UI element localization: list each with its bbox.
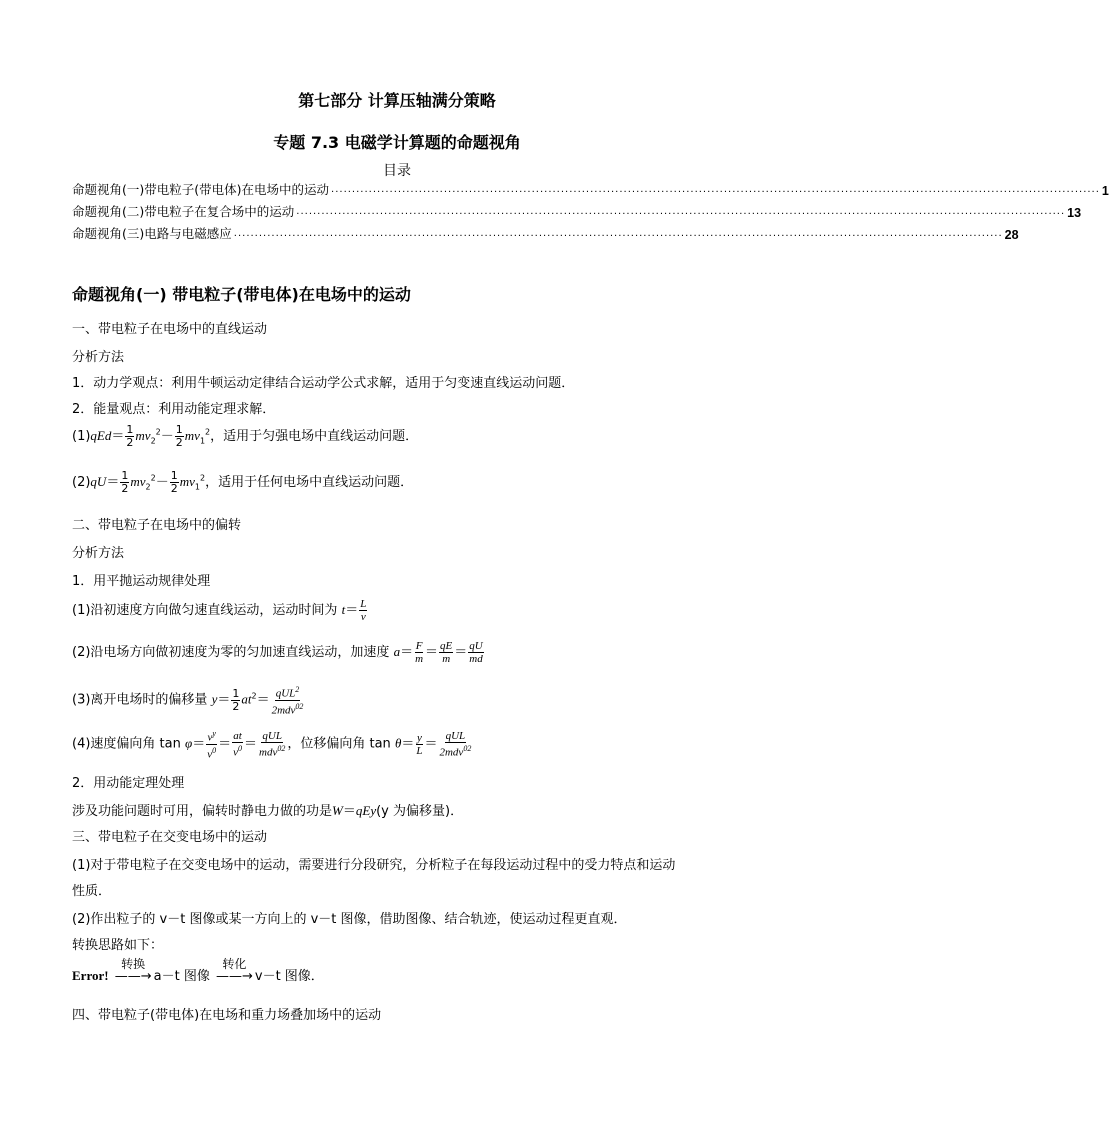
toc-dot-leader: ........................................................................................................................................................................................	[296, 206, 1066, 217]
subsection-heading: 四、带电粒子(带电体)在电场和重力场叠加场中的运动	[72, 1008, 382, 1023]
formula-text: ，位移偏向角 tan	[287, 736, 391, 752]
subsection-heading: 三、带电粒子在交变电场中的运动	[72, 830, 268, 845]
paragraph-text: (y 为偏移量)．	[376, 804, 464, 819]
error-text: Error!	[72, 968, 109, 983]
toc-item[interactable]	[72, 224, 1019, 242]
paragraph: 转换思路如下：	[72, 938, 164, 953]
formula-line: (1)qEd＝ $\frac{1}{2}$ $mv_2^2-$ $\frac{1}{2}$ $mv_1^2$，适用于匀强电场中直线运动问题．	[72, 423, 419, 449]
paragraph-text: 涉及功能问题时可用，偏转时静电力做的功是	[72, 804, 333, 819]
topic-title: 专题 7.3 电磁学计算题的命题视角	[273, 133, 521, 152]
toc-item-label: 命题视角(一)	[72, 182, 145, 197]
paragraph: 2．用动能定理处理	[72, 776, 185, 791]
part-title: 第七部分 计算压轴满分策略	[298, 91, 496, 110]
formula-line: (2)沿电场方向做初速度为零的匀加速直线运动，加速度 a＝ $\frac{F}{m}$ ＝ $\frac{qE}{m}$ ＝ $\frac{qU}{md}$	[72, 640, 483, 665]
arrow-target: a－t 图像	[153, 969, 210, 984]
formula-note: ，适用于任何电场中直线运动问题．	[205, 475, 414, 490]
paragraph: (2)作出粒子的 v－t 图像或某一方向上的 v－t 图像，借助图像、结合轨迹，使运动过程更直观．	[72, 912, 627, 927]
toc-item-text: 带电粒子在复合场中的运动	[144, 204, 295, 219]
formula-line: (4)速度偏向角 tan φ＝ $\frac{v^y}{v^0}$ ＝ $\frac{at}{v^0}$ ＝ $\frac{\text{qUL}}{mdv^{02}}$ ，位移偏向角 tan θ＝ $\frac{y}{L}$ ＝ $\frac{\text{qUL}}{2mdv^{02}}$	[72, 729, 472, 761]
toc-heading: 目录	[383, 163, 411, 179]
toc-item[interactable]	[72, 202, 1082, 220]
formula-prefix: (2)	[72, 475, 91, 490]
paragraph: 性质．	[72, 884, 112, 899]
formula-text: (3)离开电场时的偏移量	[72, 692, 208, 708]
formula-text: (1)沿初速度方向做匀速直线运动，运动时间为	[72, 603, 338, 618]
arrow-target: v－t 图像．	[254, 969, 324, 984]
paragraph: 1．用平抛运动规律处理	[72, 574, 211, 589]
formula-text: (2)沿电场方向做初速度为零的匀加速直线运动，加速度	[72, 645, 390, 660]
paragraph: 分析方法	[72, 350, 125, 365]
arrow-icon: 转换 ——→	[114, 957, 152, 984]
formula-line: (3)离开电场时的偏移量 y＝ $\frac{1}{2}$ $at^2=$ $\frac{qUL^2}{2mdv^{02}}$	[72, 685, 304, 717]
toc-item-text: 带电粒子(带电体)在电场中的运动	[144, 182, 330, 197]
arrow-label: 转换	[121, 957, 146, 971]
paragraph: (1)对于带电粒子在交变电场中的运动，需要进行分段研究，分析粒子在每段运动过程中的受力特点和运动	[72, 858, 676, 873]
formula-note: ，适用于匀强电场中直线运动问题．	[210, 429, 419, 444]
subsection-heading: 二、带电粒子在电场中的偏转	[72, 518, 242, 533]
section-heading: 命题视角(一) 带电粒子(带电体)在电场中的运动	[72, 285, 411, 304]
toc-dot-leader: ........................................................................................................................................................................................	[331, 184, 1100, 195]
paragraph: 分析方法	[72, 546, 125, 561]
formula-text: (4)速度偏向角 tan	[72, 736, 181, 752]
toc-item-text: 电路与电磁感应	[144, 226, 232, 241]
toc-item-page: 13	[1067, 206, 1082, 220]
arrow-label: 转化	[222, 957, 247, 971]
toc-item[interactable]	[72, 180, 1109, 198]
formula-prefix: (1)	[72, 429, 91, 444]
toc-item-label: 命题视角(三)	[72, 226, 145, 241]
formula-line: (1)沿初速度方向做匀速直线运动，运动时间为 t＝ $\frac{L}{v}$	[72, 598, 367, 623]
toc-item-page: 1	[1101, 184, 1109, 198]
paragraph: 1．动力学观点：利用牛顿运动定律结合运动学公式求解，适用于匀变速直线运动问题．	[72, 376, 575, 391]
toc-item-page: 28	[1004, 228, 1019, 242]
formula-line: (2)qU＝ $\frac{1}{2}$ $mv_2^2-$ $\frac{1}{2}$ $mv_1^2$，适用于任何电场中直线运动问题．	[72, 469, 414, 495]
arrow-icon: 转化 ——→	[215, 957, 253, 984]
paragraph: 2．能量观点：利用动能定理求解．	[72, 402, 276, 417]
paragraph: 涉及功能问题时可用，偏转时静电力做的功是W＝qEy(y 为偏移量)．	[72, 803, 464, 819]
toc-item-label: 命题视角(二)	[72, 204, 145, 219]
conversion-line	[72, 958, 324, 984]
toc-dot-leader: ........................................................................................................................................................................................	[233, 228, 1003, 239]
subsection-heading: 一、带电粒子在电场中的直线运动	[72, 322, 268, 337]
